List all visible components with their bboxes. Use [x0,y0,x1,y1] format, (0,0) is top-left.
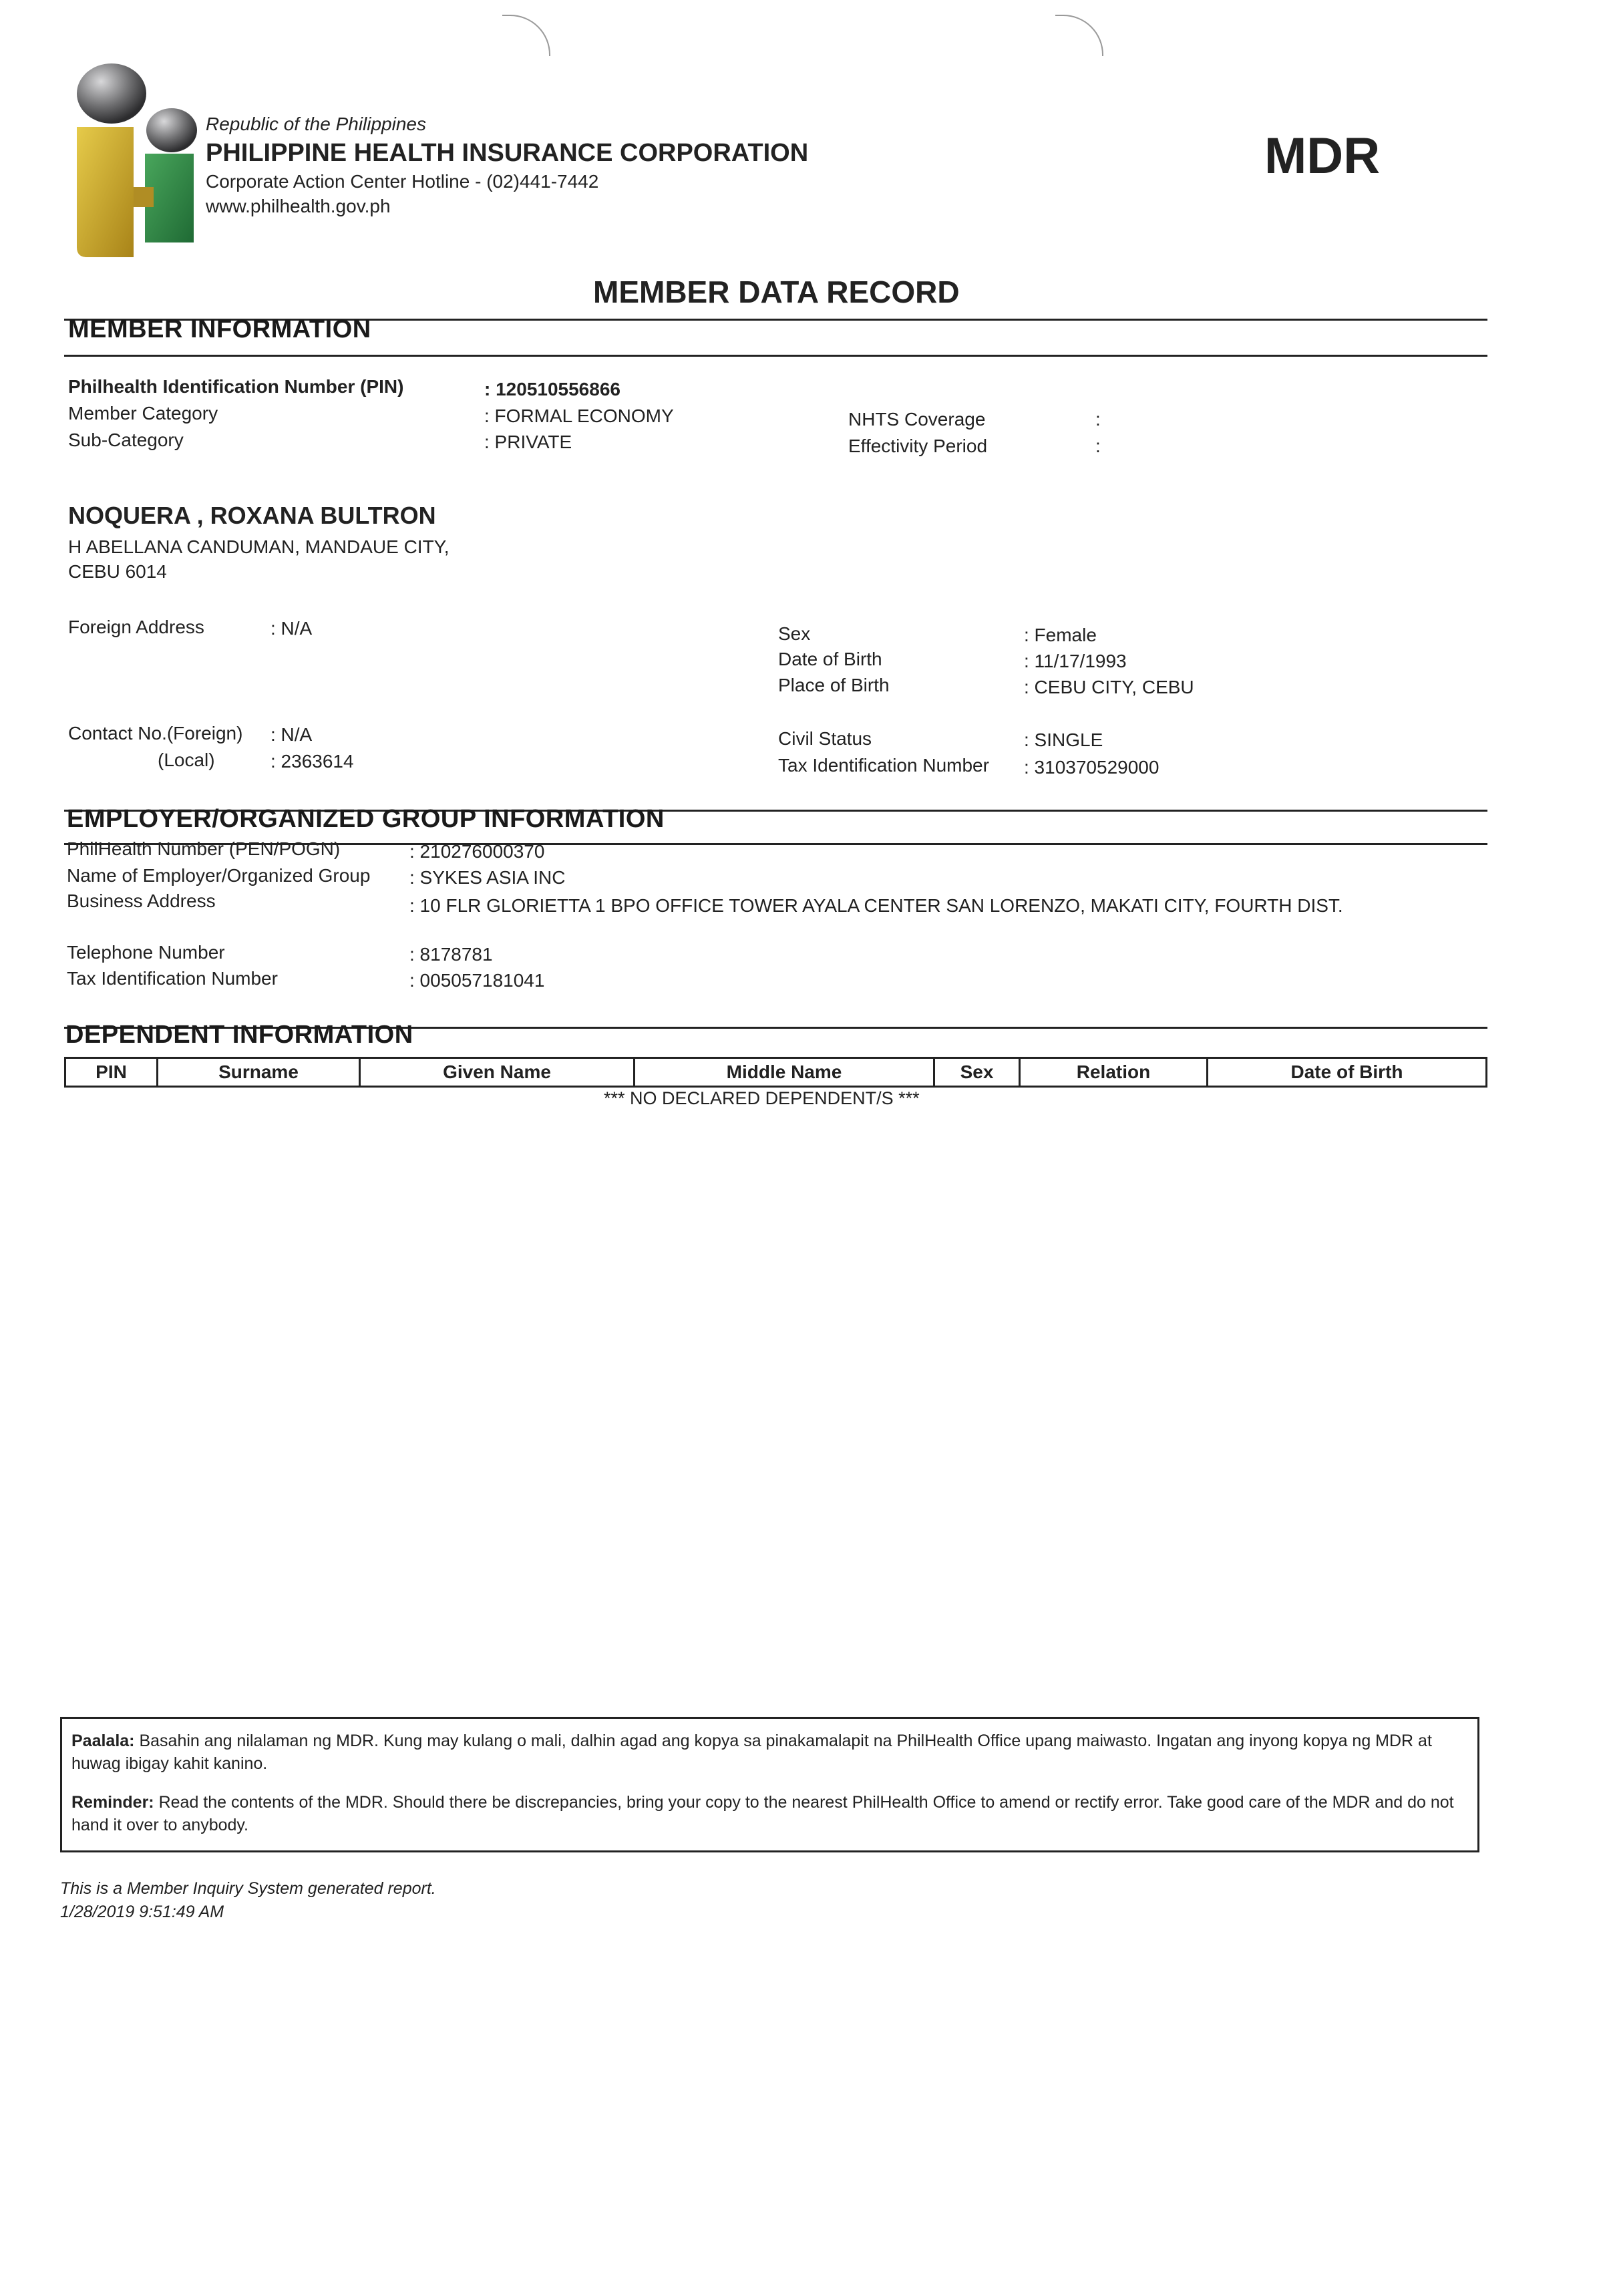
header-org-name: PHILIPPINE HEALTH INSURANCE CORPORATION [206,139,809,167]
contact-local-value: : 2363614 [271,751,354,772]
sex-label: Sex [778,623,811,644]
pob-value: : CEBU CITY, CEBU [1024,677,1194,697]
civil-status-label: Civil Status [778,728,872,749]
effectivity-label: Effectivity Period [848,436,988,456]
member-category-label: Member Category [68,403,218,424]
member-address-line2: CEBU 6014 [68,561,167,582]
document-code: MDR [1264,128,1381,184]
col-middle-name: Middle Name [635,1058,934,1087]
reminder-paragraph [71,1791,1468,1836]
reminder-label: Reminder: [71,1793,154,1812]
employer-name-value: : SYKES ASIA INC [409,867,566,888]
member-category-value: : FORMAL ECONOMY [484,405,674,426]
member-address-line1: H ABELLANA CANDUMAN, MANDAUE CITY, [68,536,450,557]
header-republic: Republic of the Philippines [206,114,426,134]
employer-section-title: EMPLOYER/ORGANIZED GROUP INFORMATION [67,805,665,833]
dependent-section-title: DEPENDENT INFORMATION [65,1021,413,1049]
dob-value: : 11/17/1993 [1024,651,1127,671]
member-tin-label: Tax Identification Number [778,755,989,776]
pin-value: : 120510556866 [484,379,620,399]
paalala-paragraph [71,1730,1468,1775]
business-address-label: Business Address [67,890,216,911]
foreign-address-value: : N/A [271,618,313,639]
header-hotline: Corporate Action Center Hotline - (02)441-7442 [206,171,599,192]
philhealth-logo [70,63,204,271]
sex-value: : Female [1024,625,1097,645]
sub-category-label: Sub-Category [68,430,184,450]
col-surname: Surname [158,1058,360,1087]
dependent-table-header [64,1057,1487,1088]
sub-category-value: : PRIVATE [484,432,572,452]
member-name: NOQUERA , ROXANA BULTRON [68,502,436,529]
pen-value: : 210276000370 [409,841,545,862]
notice-box [60,1717,1479,1852]
civil-status-value: : SINGLE [1024,729,1103,750]
pen-label: PhilHealth Number (PEN/POGN) [67,838,341,859]
pin-label: Philhealth Identification Number (PIN) [68,376,404,397]
col-date-of-birth: Date of Birth [1208,1058,1487,1087]
col-pin: PIN [65,1058,158,1087]
punch-mark-right [1055,15,1103,56]
contact-foreign-value: : N/A [271,724,313,745]
page-title: MEMBER DATA RECORD [593,275,960,309]
employer-phone-label: Telephone Number [67,942,225,963]
header-website: www.philhealth.gov.ph [206,196,391,216]
business-address-value: : 10 FLR GLORIETTA 1 BPO OFFICE TOWER AYALA CENTER SAN LORENZO, MAKATI CITY, FOURTH DIST. [409,895,1343,916]
col-relation: Relation [1020,1058,1208,1087]
reminder-text: Read the contents of the MDR. Should there be discrepancies, bring your copy to the nearest PhilHealth Office to amend or rectify error. Take good care of the MDR and do not hand it over to anybody. [71,1793,1454,1834]
generated-timestamp: 1/28/2019 9:51:49 AM [60,1903,224,1921]
contact-local-label: (Local) [158,750,215,770]
col-given-name: Given Name [360,1058,635,1087]
paalala-label: Paalala: [71,1732,135,1750]
generated-note: This is a Member Inquiry System generated report. [60,1879,436,1898]
employer-name-label: Name of Employer/Organized Group [67,865,371,886]
effectivity-value: : [1095,436,1101,456]
foreign-address-label: Foreign Address [68,617,204,637]
nhts-value: : [1095,409,1101,430]
employer-tin-label: Tax Identification Number [67,968,278,989]
employer-phone-value: : 8178781 [409,944,493,965]
dob-label: Date of Birth [778,649,882,669]
punch-mark-left [502,15,550,56]
member-tin-value: : 310370529000 [1024,757,1159,778]
paalala-text: Basahin ang nilalaman ng MDR. Kung may kulang o mali, dalhin agad ang kopya sa pinakamalapit na PhilHealth Office upang maiwasto. Ingatan ang inyong kopya ng MDR at huwag ibigay kahit kanino. [71,1732,1432,1773]
nhts-label: NHTS Coverage [848,409,986,430]
contact-foreign-label: Contact No.(Foreign) [68,723,243,744]
employer-tin-value: : 005057181041 [409,970,545,991]
member-section-title: MEMBER INFORMATION [68,315,371,343]
member-rule-bottom [64,355,1487,357]
col-sex: Sex [934,1058,1020,1087]
pob-label: Place of Birth [778,675,890,695]
no-dependents-message: *** NO DECLARED DEPENDENT/S *** [604,1088,920,1108]
